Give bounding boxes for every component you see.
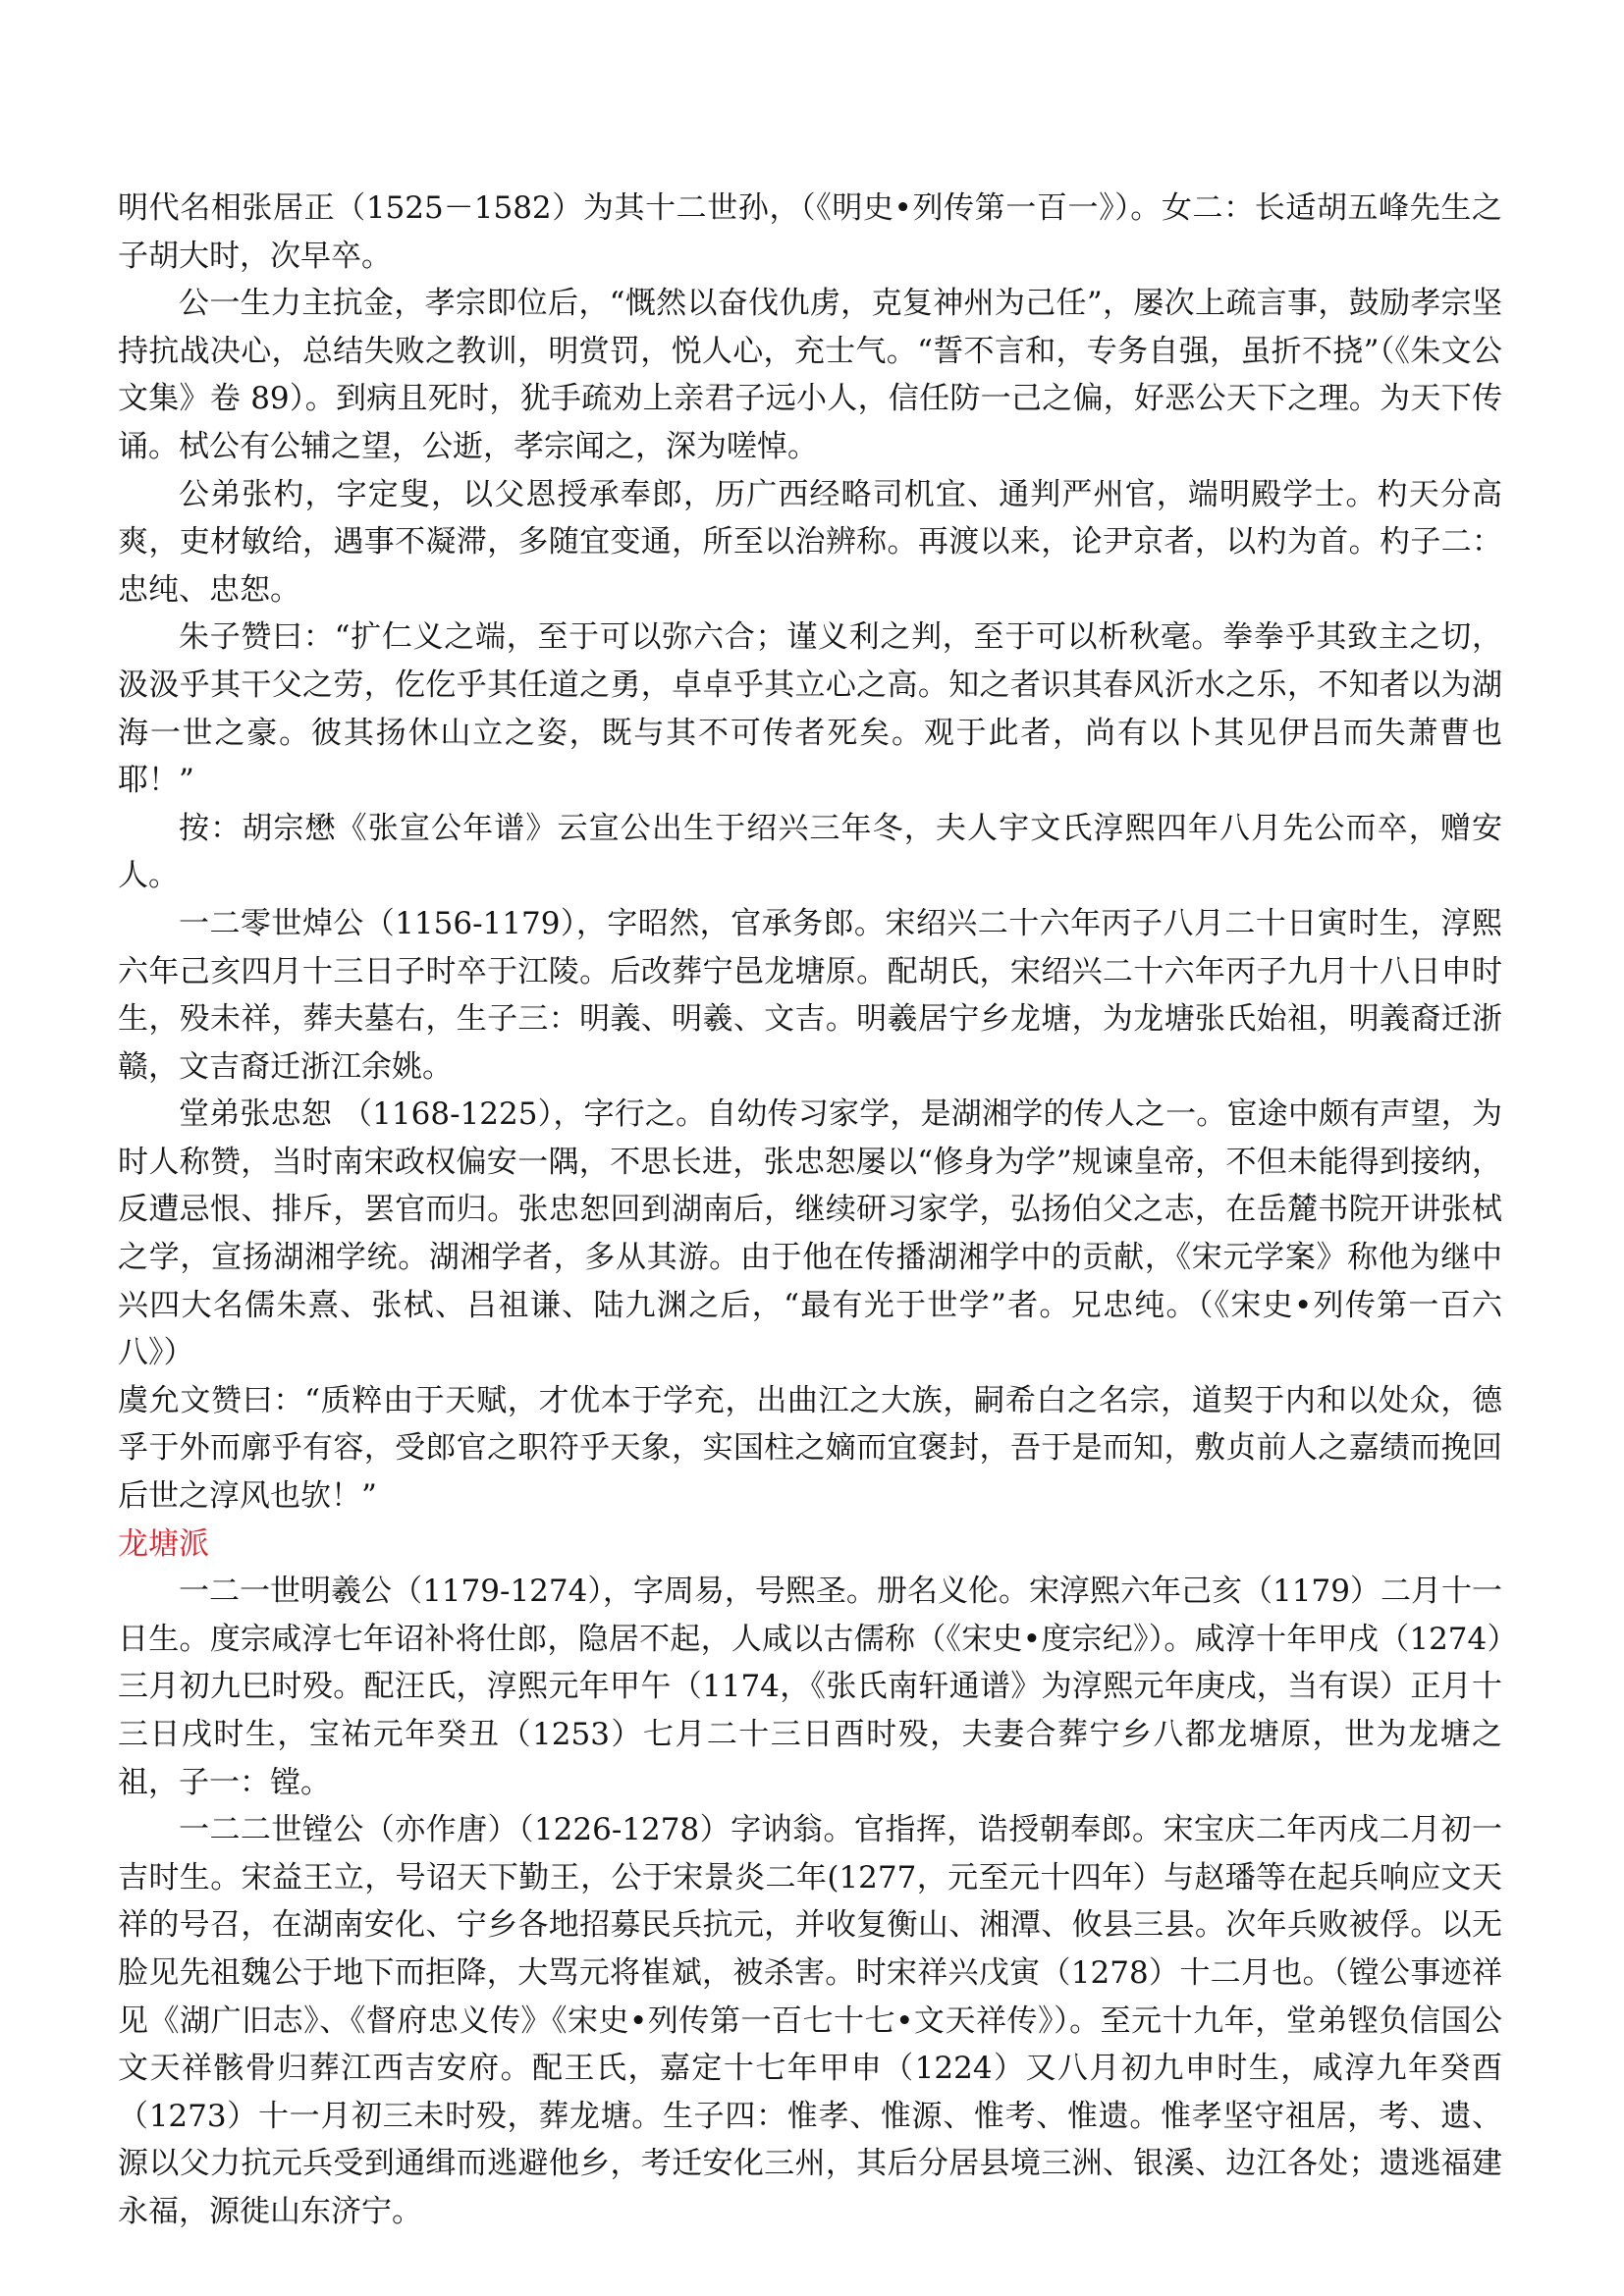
paragraph-7: 堂弟张忠恕 （1168-1225），字行之。自幼传习家学，是湖湘学的传人之一。宦途中颇有声望，为时人称赞，当时南宋政权偏安一隅，不思长进，张忠恕屡以“修身为学”规谏皇帝，不但未能得到接纳，反遭忌恨、排斥，罢官而归。张忠恕回到湖南后，继续研习家学，弘扬伯父之志，在岳麓书院开讲张栻之学，宣扬湖湘学统。湖湘学者，多从其游。由于他在传播湖湘学中的贡献，《宋元学案》称他为继中兴四大名儒朱熹、张栻、吕祖谦、陆九渊之后，“最有光于世学”者。兄忠纯。（《宋史•列传第一百六八》） [118, 1096, 1502, 1371]
paragraph-3: 公弟张杓，字定叟，以父恩授承奉郎，历广西经略司机宜、通判严州官，端明殿学士。杓天分高爽，吏材敏给，遇事不凝滞，多随宜变通，所至以治辨称。再渡以来，论尹京者，以杓为首。杓子二：忠纯、忠恕。 [118, 476, 1502, 608]
paragraph-9: 一二一世明羲公（1179-1274），字周易，号熙圣。册名义伦。宋淳熙六年己亥（1179）二月十一日生。度宗咸淳七年诏补将仕郎，隐居不起，人咸以古儒称（《宋史•度宗纪》）。咸淳十年甲戌（1274）三月初九巳时殁。配汪氏，淳熙元年甲午（1174，《张氏南轩通谱》为淳熙元年庚戌，当有误）正月十三日戌时生，宝祐元年癸丑（1253）七月二十三日酉时殁，夫妻合葬宁乡八都龙塘原，世为龙塘之祖，子一：镗。 [118, 1574, 1502, 1800]
section-heading: 龙塘派 [118, 1525, 209, 1562]
paragraph-4: 朱子赞曰：“扩仁义之端，至于可以弥六合；谨义利之判，至于可以析秋毫。拳拳乎其致主之切，汲汲乎其干父之劳，仡仡乎其任道之勇，卓卓乎其立心之高。知之者识其春风沂水之乐，不知者以为湖海一世之豪。彼其扬休山立之姿，既与其不可传者死矣。观于此者，尚有以卜其见伊吕而失萧曹也耶！” [118, 619, 1502, 799]
paragraph-2: 公一生力主抗金，孝宗即位后，“慨然以奋伐仇虏，克复神州为己任”，屡次上疏言事，鼓励孝宗坚持抗战决心，总结失败之教训，明赏罚，悦人心，充士气。“誓不言和，专务自强，虽折不挠”（《朱文公文集》卷 89）。到病且死时，犹手疏劝上亲君子远小人，信任防一己之偏，好恶公天下之理。为天下传诵。栻公有公辅之望，公逝，孝宗闻之，深为嗟悼。 [118, 286, 1502, 464]
paragraph-5: 按：胡宗懋《张宣公年谱》云宣公出生于绍兴三年冬，夫人宇文氏淳熙四年八月先公而卒，赠安人。 [118, 810, 1502, 894]
paragraph-1: 明代名相张居正（1525－1582）为其十二世孙，（《明史•列传第一百一》）。女二：长适胡五峰先生之子胡大时，次早卒。 [118, 190, 1502, 274]
paragraph-8: 虞允文赞曰：“质粹由于天赋，才优本于学充，出曲江之大族，嗣希白之名宗，道契于内和以处众，德孚于外而廓乎有容，受郎官之职符乎天象，实国柱之嫡而宜褒封，吾于是而知，敷贞前人之嘉绩而挽回后世之淳风也欤！” [118, 1382, 1502, 1515]
document-page [118, 185, 1502, 2236]
paragraph-6: 一二零世焯公（1156-1179），字昭然，官承务郎。宋绍兴二十六年丙子八月二十日寅时生，淳熙六年己亥四月十三日子时卒于江陵。后改葬宁邑龙塘原。配胡氏，宋绍兴二十六年丙子九月十八日申时生，殁未祥，葬夫墓右，生子三：明義、明羲、文吉。明羲居宁乡龙塘，为龙塘张氏始祖，明義裔迁浙赣，文吉裔迁浙江余姚。 [118, 905, 1502, 1085]
paragraph-10: 一二二世镗公（亦作唐）（1226-1278）字讷翁。官指挥，诰授朝奉郎。宋宝庆二年丙戌二月初一吉时生。宋益王立，号诏天下勤王，公于宋景炎二年(1277，元至元十四年）与赵璠等在起兵响应文天祥的号召，在湖南安化、宁乡各地招募民兵抗元，并收复衡山、湘潭、攸县三县。次年兵败被俘。以无脸见先祖魏公于地下而拒降，大骂元将崔斌，被杀害。时宋祥兴戊寅（1278）十二月也。（镗公事迹祥见《湖广旧志》、《督府忠义传》《宋史•列传第一百七十七•文天祥传》）。至元十九年，堂弟铿负信国公文天祥骸骨归葬江西吉安府。配王氏，嘉定十七年甲申（1224）又八月初九申时生，咸淳九年癸酉（1273）十一月初三未时殁，葬龙塘。生子四：惟孝、惟源、惟考、惟遗。惟孝坚守祖居，考、遗、源以父力抗元兵受到通缉而逃避他乡，考迁安化三州，其后分居县境三洲、银溪、边江各处；遗逃福建永福，源徙山东济宁。 [118, 1812, 1502, 2229]
